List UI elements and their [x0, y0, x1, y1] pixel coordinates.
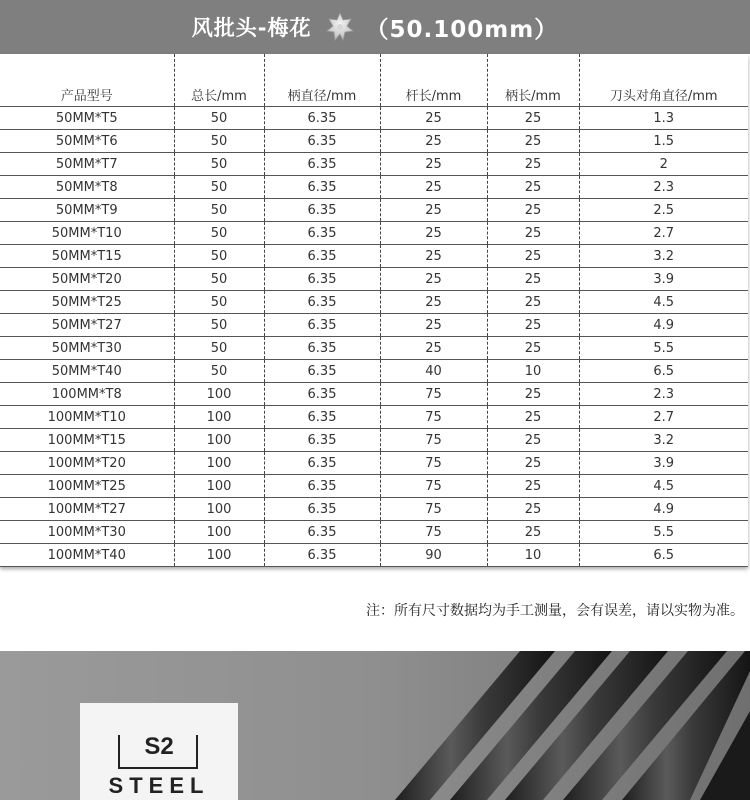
table-cell: 75 — [380, 498, 487, 521]
table-cell: 25 — [380, 153, 487, 176]
table-cell: 50MM*T25 — [0, 291, 174, 314]
table-row — [0, 452, 748, 475]
table-cell: 25 — [380, 314, 487, 337]
table-cell: 25 — [380, 176, 487, 199]
column-header: 产品型号 — [0, 54, 174, 107]
table-cell: 2.7 — [579, 406, 748, 429]
table-cell: 6.35 — [264, 176, 380, 199]
table-cell: 2.3 — [579, 383, 748, 406]
table-row — [0, 383, 748, 406]
table-cell: 4.5 — [579, 475, 748, 498]
steel-banner — [0, 651, 750, 800]
table-cell: 25 — [487, 383, 579, 406]
table-row — [0, 406, 748, 429]
table-cell: 25 — [487, 475, 579, 498]
table-cell: 50MM*T5 — [0, 107, 174, 130]
measurement-note: 注：所有尺寸数据均为手工测量，会有误差，请以实物为准。 — [366, 603, 744, 619]
table-cell: 6.35 — [264, 153, 380, 176]
table-row — [0, 199, 748, 222]
table-cell: 3.9 — [579, 268, 748, 291]
header-bar — [0, 0, 750, 54]
table-cell: 50MM*T15 — [0, 245, 174, 268]
badge-s2-text: S2 — [144, 733, 174, 760]
table-row — [0, 130, 748, 153]
table-cell: 6.35 — [264, 383, 380, 406]
table-cell: 90 — [380, 544, 487, 567]
table-cell: 5.5 — [579, 337, 748, 360]
table-row — [0, 314, 748, 337]
page-title: 风批头-梅花 — [191, 16, 312, 40]
table-cell: 25 — [487, 130, 579, 153]
table-cell: 50MM*T30 — [0, 337, 174, 360]
table-row — [0, 153, 748, 176]
table-cell: 25 — [487, 521, 579, 544]
table-cell: 6.35 — [264, 199, 380, 222]
table-cell: 100 — [174, 475, 264, 498]
table-cell: 25 — [487, 222, 579, 245]
table-cell: 25 — [487, 107, 579, 130]
table-cell: 25 — [487, 498, 579, 521]
table-cell: 50 — [174, 222, 264, 245]
table-cell: 50 — [174, 107, 264, 130]
table-cell: 100MM*T25 — [0, 475, 174, 498]
table-cell: 75 — [380, 521, 487, 544]
table-cell: 50 — [174, 130, 264, 153]
table-header-row — [0, 54, 748, 107]
table-cell: 6.35 — [264, 337, 380, 360]
table-cell: 50MM*T6 — [0, 130, 174, 153]
table-cell: 2 — [579, 153, 748, 176]
table-cell: 100MM*T20 — [0, 452, 174, 475]
table-cell: 100 — [174, 429, 264, 452]
spec-table — [0, 54, 748, 567]
table-cell: 3.2 — [579, 245, 748, 268]
table-cell: 6.35 — [264, 475, 380, 498]
table-cell: 6.5 — [579, 360, 748, 383]
table-cell: 100 — [174, 383, 264, 406]
s2-steel-badge — [80, 703, 238, 800]
table-cell: 100MM*T8 — [0, 383, 174, 406]
table-row — [0, 360, 748, 383]
table-cell: 6.35 — [264, 291, 380, 314]
table-cell: 50 — [174, 268, 264, 291]
table-cell: 10 — [487, 544, 579, 567]
table-cell: 25 — [380, 107, 487, 130]
table-cell: 100 — [174, 406, 264, 429]
table-cell: 50 — [174, 314, 264, 337]
table-row — [0, 544, 748, 567]
column-header: 总长/mm — [174, 54, 264, 107]
table-cell: 6.35 — [264, 314, 380, 337]
table-cell: 50MM*T40 — [0, 360, 174, 383]
table-cell: 25 — [487, 153, 579, 176]
table-cell: 25 — [487, 429, 579, 452]
table-cell: 25 — [487, 406, 579, 429]
table-cell: 100 — [174, 452, 264, 475]
table-cell: 6.35 — [264, 245, 380, 268]
table-cell: 25 — [487, 199, 579, 222]
table-cell: 25 — [487, 337, 579, 360]
spec-table-container — [0, 54, 748, 566]
table-cell: 2.3 — [579, 176, 748, 199]
table-cell: 4.5 — [579, 291, 748, 314]
table-cell: 50MM*T7 — [0, 153, 174, 176]
table-cell: 50MM*T20 — [0, 268, 174, 291]
table-body — [0, 107, 748, 567]
table-cell: 6.35 — [264, 544, 380, 567]
table-row — [0, 245, 748, 268]
table-cell: 50 — [174, 291, 264, 314]
table-cell: 50MM*T8 — [0, 176, 174, 199]
table-row — [0, 222, 748, 245]
table-cell: 6.35 — [264, 406, 380, 429]
table-row — [0, 475, 748, 498]
table-cell: 6.35 — [264, 498, 380, 521]
table-cell: 100MM*T40 — [0, 544, 174, 567]
table-cell: 2.7 — [579, 222, 748, 245]
table-row — [0, 107, 748, 130]
table-cell: 10 — [487, 360, 579, 383]
table-cell: 4.9 — [579, 314, 748, 337]
table-cell: 25 — [380, 268, 487, 291]
table-row — [0, 176, 748, 199]
table-cell: 75 — [380, 452, 487, 475]
torx-star-icon — [324, 11, 356, 43]
table-cell: 50 — [174, 360, 264, 383]
table-cell: 1.5 — [579, 130, 748, 153]
table-cell: 100MM*T30 — [0, 521, 174, 544]
table-cell: 3.9 — [579, 452, 748, 475]
table-cell: 50MM*T10 — [0, 222, 174, 245]
table-cell: 1.3 — [579, 107, 748, 130]
table-cell: 25 — [487, 291, 579, 314]
table-cell: 40 — [380, 360, 487, 383]
table-row — [0, 291, 748, 314]
table-row — [0, 337, 748, 360]
table-cell: 25 — [380, 222, 487, 245]
table-cell: 6.35 — [264, 222, 380, 245]
table-cell: 100MM*T27 — [0, 498, 174, 521]
column-header: 杆长/mm — [380, 54, 487, 107]
table-cell: 6.5 — [579, 544, 748, 567]
table-cell: 6.35 — [264, 452, 380, 475]
table-cell: 100MM*T15 — [0, 429, 174, 452]
table-cell: 100 — [174, 498, 264, 521]
table-cell: 50 — [174, 153, 264, 176]
badge-steel-text: STEEL — [108, 773, 210, 798]
table-cell: 100 — [174, 544, 264, 567]
table-cell: 25 — [380, 130, 487, 153]
table-cell: 75 — [380, 383, 487, 406]
table-cell: 25 — [487, 245, 579, 268]
page-subtitle: （50.100mm） — [365, 16, 559, 43]
column-header: 柄长/mm — [487, 54, 579, 107]
table-cell: 5.5 — [579, 521, 748, 544]
table-row — [0, 498, 748, 521]
table-cell: 50MM*T27 — [0, 314, 174, 337]
table-cell: 6.35 — [264, 360, 380, 383]
table-cell: 100 — [174, 521, 264, 544]
table-cell: 6.35 — [264, 130, 380, 153]
table-cell: 75 — [380, 429, 487, 452]
table-cell: 25 — [380, 337, 487, 360]
table-cell: 100MM*T10 — [0, 406, 174, 429]
table-cell: 25 — [487, 176, 579, 199]
table-row — [0, 268, 748, 291]
table-cell: 50 — [174, 176, 264, 199]
table-cell: 3.2 — [579, 429, 748, 452]
table-cell: 6.35 — [264, 107, 380, 130]
table-row — [0, 429, 748, 452]
table-cell: 50MM*T9 — [0, 199, 174, 222]
table-cell: 25 — [487, 452, 579, 475]
table-cell: 50 — [174, 199, 264, 222]
table-cell: 25 — [487, 268, 579, 291]
table-row — [0, 521, 748, 544]
table-cell: 75 — [380, 406, 487, 429]
table-cell: 25 — [380, 199, 487, 222]
table-cell: 6.35 — [264, 268, 380, 291]
table-cell: 50 — [174, 245, 264, 268]
column-header: 柄直径/mm — [264, 54, 380, 107]
table-cell: 75 — [380, 475, 487, 498]
table-cell: 6.35 — [264, 429, 380, 452]
table-cell: 25 — [380, 291, 487, 314]
table-cell: 50 — [174, 337, 264, 360]
table-cell: 2.5 — [579, 199, 748, 222]
column-header: 刀头对角直径/mm — [579, 54, 748, 107]
table-cell: 25 — [380, 245, 487, 268]
table-cell: 4.9 — [579, 498, 748, 521]
table-cell: 6.35 — [264, 521, 380, 544]
table-cell: 25 — [487, 314, 579, 337]
